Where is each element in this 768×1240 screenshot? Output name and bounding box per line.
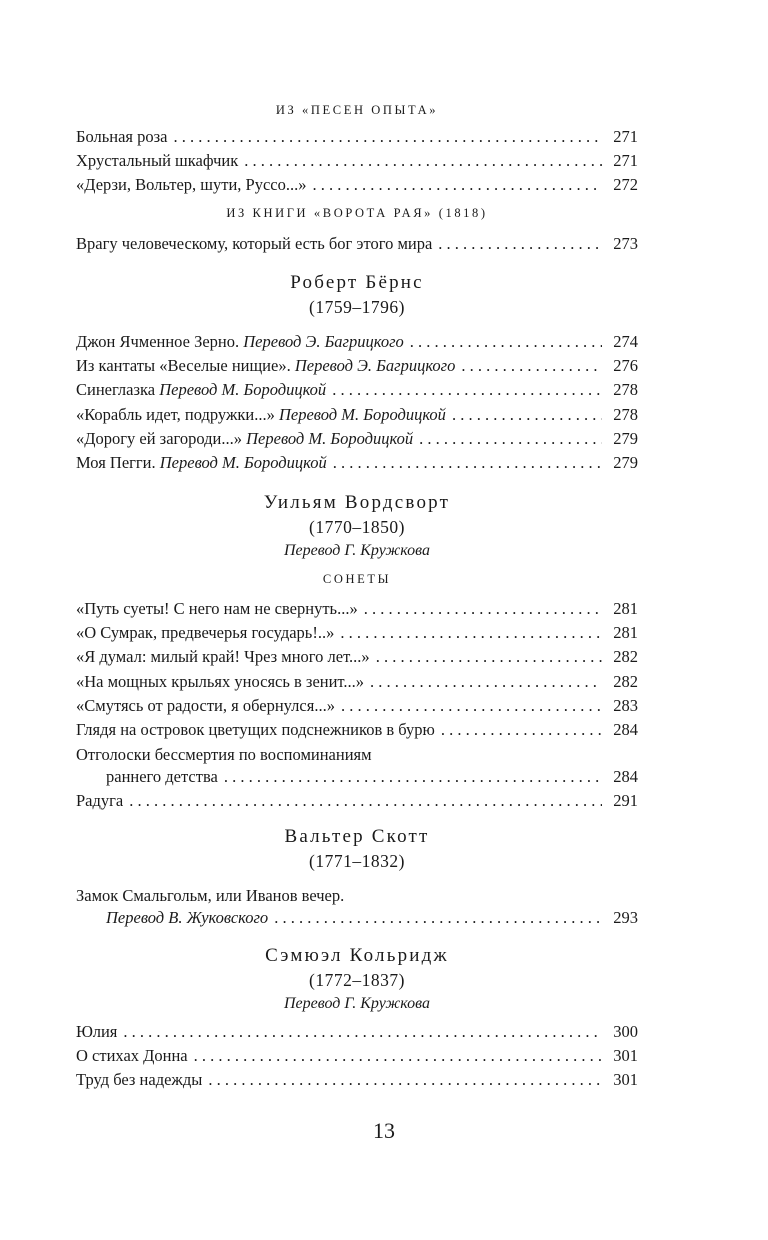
- entry-title: «На мощных крыльях уносясь в зенит...»: [76, 672, 365, 691]
- entry-title: Глядя на островок цветущих подснежников в бурю: [76, 720, 435, 739]
- toc-entry: [76, 1020, 638, 1044]
- section-heading: ИЗ КНИГИ «ВОРОТА РАЯ» (1818): [226, 206, 488, 220]
- toc-entry: [76, 597, 638, 621]
- toc-entry: [76, 330, 638, 354]
- entry-title: Труд без надежды: [76, 1070, 203, 1089]
- entry-translator: Перевод Э. Багрицкого: [294, 356, 456, 375]
- entry-page: 300: [613, 1022, 638, 1041]
- author-years: (1759–1796): [309, 297, 405, 317]
- leader-dots: [224, 765, 602, 789]
- toc-entry: [76, 1068, 638, 1092]
- leader-dots: [370, 670, 602, 694]
- toc-entry: [106, 765, 638, 789]
- toc-entry: [76, 125, 638, 149]
- author-years: (1772–1837): [309, 970, 405, 990]
- author-name: Роберт Бёрнс: [290, 272, 424, 293]
- entry-title: Врагу человеческому, который есть бог этого мира: [76, 234, 433, 253]
- author-name: Уильям Вордсворт: [263, 492, 451, 513]
- toc-entry: [76, 645, 638, 669]
- author-name: Сэмюэл Кольридж: [265, 945, 449, 966]
- entry-translator: Перевод М. Бородицкой: [246, 429, 414, 448]
- entry-page: 284: [613, 767, 638, 786]
- toc-entry: [76, 694, 638, 718]
- leader-dots: [129, 789, 602, 813]
- leader-dots: [438, 232, 602, 256]
- entry-page: 282: [613, 672, 638, 691]
- entry-title: «Я думал: милый край! Чрез много лет...»: [76, 647, 370, 666]
- toc-entry: [76, 718, 638, 742]
- entry-page: 291: [613, 791, 638, 810]
- entry-title: «О Сумрак, предвечерья государь!..»: [76, 623, 335, 642]
- entry-page: 293: [613, 908, 638, 927]
- toc-entry: [76, 621, 638, 645]
- entry-title: Джон Ячменное Зерно. Перевод Э. Багрицкого: [76, 332, 404, 351]
- entry-page: 271: [613, 127, 638, 146]
- leader-dots: [452, 403, 602, 427]
- toc-entry: [76, 743, 638, 767]
- entry-translator: Перевод В. Жуковского: [106, 908, 269, 927]
- entry-page: 301: [613, 1046, 638, 1065]
- toc-entry: [76, 378, 638, 402]
- entry-page: 272: [613, 175, 638, 194]
- entry-translator: Перевод М. Бородицкой: [278, 405, 446, 424]
- entry-title: «Смутясь от радости, я обернулся...»: [76, 696, 335, 715]
- entry-title: «Путь суеты! С него нам не свернуть...»: [76, 599, 358, 618]
- entry-title: Больная роза: [76, 127, 168, 146]
- page-number: 13: [373, 1118, 395, 1143]
- toc-entry: [76, 670, 638, 694]
- leader-dots: [410, 330, 602, 354]
- entry-title: раннего детства: [106, 767, 218, 786]
- toc-entry: [76, 354, 638, 378]
- entry-title: Юлия: [76, 1022, 118, 1041]
- toc-entry: [106, 906, 638, 930]
- entry-title: Отголоски бессмертия по воспоминаниям: [76, 745, 372, 764]
- leader-dots: [461, 354, 602, 378]
- toc-entry: [76, 149, 638, 173]
- leader-dots: [274, 906, 602, 930]
- leader-dots: [194, 1044, 602, 1068]
- entry-page: 282: [613, 647, 638, 666]
- author-translator: Перевод Г. Кружкова: [284, 995, 430, 1012]
- leader-dots: [244, 149, 602, 173]
- entry-page: 276: [613, 356, 638, 375]
- toc-entry: [76, 789, 638, 813]
- entry-page: 278: [613, 380, 638, 399]
- leader-dots: [173, 125, 602, 149]
- author-years: (1771–1832): [309, 851, 405, 871]
- entry-title: Моя Пегги. Перевод М. Бородицкой: [76, 453, 327, 472]
- entry-page: 274: [613, 332, 638, 351]
- section-heading: ИЗ «ПЕСЕН ОПЫТА»: [275, 103, 439, 117]
- entry-title: «Дерзи, Вольтер, шути, Руссо...»: [76, 175, 307, 194]
- leader-dots: [341, 694, 602, 718]
- entry-title: «Дорогу ей загороди...» Перевод М. Бородицкой: [76, 429, 414, 448]
- entry-title: О стихах Донна: [76, 1046, 188, 1065]
- entry-page: 279: [613, 429, 638, 448]
- toc-entry: [76, 427, 638, 451]
- entry-page: 279: [613, 453, 638, 472]
- entry-page: 283: [613, 696, 638, 715]
- leader-dots: [332, 378, 602, 402]
- toc-entry: [76, 173, 638, 197]
- entry-page: 301: [613, 1070, 638, 1089]
- leader-dots: [419, 427, 602, 451]
- leader-dots: [441, 718, 602, 742]
- leader-dots: [340, 621, 602, 645]
- leader-dots: [312, 173, 602, 197]
- entry-title: Радуга: [76, 791, 124, 810]
- entry-title: Замок Смальгольм, или Иванов вечер.: [76, 886, 345, 905]
- author-name: Вальтер Скотт: [284, 826, 430, 847]
- leader-dots: [123, 1020, 602, 1044]
- entry-page: 273: [613, 234, 638, 253]
- leader-dots: [208, 1068, 602, 1092]
- toc-entry: [76, 451, 638, 475]
- entry-translator: Перевод Э. Багрицкого: [243, 332, 404, 351]
- entry-page: 284: [613, 720, 638, 739]
- leader-dots: [364, 597, 602, 621]
- entry-title: «Корабль идет, подружки...» Перевод М. Бородицкой: [76, 405, 446, 424]
- entry-page: 271: [613, 151, 638, 170]
- toc-entry: [76, 1044, 638, 1068]
- entry-title: Хрустальный шкафчик: [76, 151, 239, 170]
- toc-entry: [76, 403, 638, 427]
- entry-title: Из кантаты «Веселые нищие». Перевод Э. Багрицкого: [76, 356, 456, 375]
- entry-title: Синеглазка Перевод М. Бородицкой: [76, 380, 327, 399]
- toc-entry: [76, 232, 638, 256]
- toc-entry: [76, 884, 638, 908]
- entry-translator: Перевод М. Бородицкой: [159, 453, 327, 472]
- entry-page: 278: [613, 405, 638, 424]
- leader-dots: [376, 645, 602, 669]
- section-heading: СОНЕТЫ: [322, 572, 392, 586]
- entry-page: 281: [613, 599, 638, 618]
- leader-dots: [333, 451, 602, 475]
- author-years: (1770–1850): [309, 517, 405, 537]
- author-translator: Перевод Г. Кружкова: [284, 542, 430, 559]
- entry-page: 281: [613, 623, 638, 642]
- entry-translator: Перевод М. Бородицкой: [159, 380, 327, 399]
